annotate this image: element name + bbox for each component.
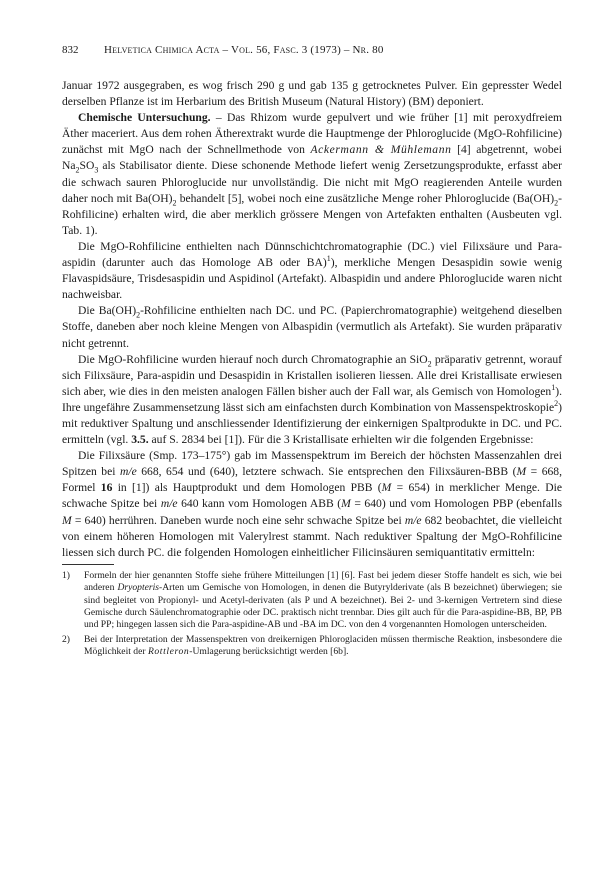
footnote-mark: 2) <box>62 633 70 645</box>
footnote-mark: 1) <box>62 569 70 581</box>
footnote-ref-2[interactable]: 2 <box>554 399 559 409</box>
body-text <box>62 78 562 659</box>
section-heading: Chemische Untersuchung. <box>78 111 211 125</box>
running-head: Helvetica Chimica Acta – Vol. 56, Fasc. 3 (1973) – Nr. 80 <box>104 44 384 56</box>
footnote-ref-1[interactable]: 1 <box>326 254 331 264</box>
paragraph-5: Die MgO-Rohfilicine wurden hierauf noch durch Chromatographie an SiO$_2$ präparativ getrennt, worauf sich Filixsäure, Para-aspidin und Desaspidin in Kristallen isolieren liessen. Alle drei Kristallisate erwiesen sich aber, wie dies in den meisten analogen Fällen bisher auch der Fall war, als Gemisch von Homologen$^1$). Ihre ungefähre Zusammensetzung lässt sich am einfachsten durch Kombination von Massenspektroskopie$^2$) mit reduktiver Spaltung und anschliessender Identifizierung der einkernigen Spaltprodukte in DC. und PC. ermitteln (vgl. 3.5. auf S. 2834 bei [1]). Für die 3 Kristallisate erhielten wir die folgenden Ergebnisse: <box>62 352 563 447</box>
footnote-ref-1[interactable]: 1 <box>551 382 556 392</box>
paragraph-3: Die MgO-Rohfilicine enthielten nach Dünnschichtchromatographie (DC.) viel Filixsäure und Para-aspidin (darunter auch das Homologe AB oder BA)$^1$), merkliche Mengen Desaspidin sowie wenig Flavaspidsäure, Trisdesaspidin und Aspidinol (Artefakt). Albaspidin und andere Phloroglucide waren nicht nachweisbar. <box>62 239 562 302</box>
footnote-2: 2) Bei der Interpretation der Massenspektren von dreikernigen Phloroglaciden müssen thermische Reaktion, insbesondere die Möglichkeit der Rottleron-Umlagerung berücksichtigt werden [6b]. <box>62 633 562 658</box>
footnote-divider <box>62 564 114 565</box>
paragraph-1: Januar 1972 ausgegraben, es wog frisch 290 g und gab 135 g getrocknetes Pulver. Ein gepresster Wedel derselben Pflanze ist im Herbarium des British Museum (Natural History) (BM) deponiert. <box>62 79 562 109</box>
document-page <box>62 44 562 661</box>
paragraph-6: Die Filixsäure (Smp. 173–175°) gab im Massenspektrum im Bereich der höchsten Massenzahlen drei Spitzen bei m/e 668, 654 und (640), letztere schwach. Sie entsprechen den Filixsäuren-BBB (M = 668, Formel 16 in [1]) als Hauptprodukt und dem Homologen PBB (M = 654) in merklicher Menge. Die schwache Spitze bei m/e 640 kann vom Homologen ABB (M = 640) und vom Homologen PBP (ebenfalls M = 640) herrühren. Daneben wurde noch eine sehr schwache Spitze bei m/e 682 beobachtet, die vielleicht von einem höheren Homologen mit Valerylrest stammt. Nach reduktiver Spaltung der MgO-Rohfilicine liessen sich durch PC. die folgenden Homologen einheitlicher Filicinsäuren semiquantitativ ermitteln: <box>62 449 563 559</box>
footnote-1: 1) Formeln der hier genannten Stoffe siehe frühere Mitteilungen [1] [6]. Fast bei jedem dieser Stoffe handelt es sich, wie bei anderen Dryopteris-Arten um Gemische von Homologen, in denen die Butyrylderivate (als B bezeichnet) überwiegen; sie sind begleitet von Propionyl- und Acetyl-derivaten (als P und A bezeichnet). Bei 2- und 3-kernigen Vertretern sind diese Gemische durch Säulenchromatographie oder DC. praktisch nicht trennbar. Dies gilt auch für die Para-aspidine-BB, BP, PB und PP; hingegen lassen sich die Para-aspidine-AB und -BA im DC. von den 4 vorgenannten Homologen unterscheiden. <box>62 569 562 631</box>
page-number: 832 <box>62 44 79 56</box>
paragraph-4: Die $Ba(OH)_2$-Rohfilicine enthielten nach DC. und PC. (Papierchromatographie) weitgehend dieselben Stoffe, daneben aber noch kleine Mengen von Albaspidin (vermutlich als Artefakt). Sie wurden präparativ nicht getrennt. <box>62 304 563 350</box>
page-header <box>62 44 562 62</box>
author-names: Ackermann & Mühlemann <box>310 143 452 157</box>
paragraph-2: Chemische Untersuchung. – Das Rhizom wurde gepulvert und wie früher [1] mit peroxydfreiem Äther maceriert. Aus dem rohen Ätherextrakt wurde die Hauptmenge der Phloroglucide (MgO-Rohfilicine) zunächst mit MgO nach der Schnellmethode von Ackermann & Mühlemann [4] abgetrennt, wobei $Na_2SO_3$ als Stabilisator diente. Diese schonende Methode liefert wenig Zersetzungsprodukte, erfasst aber die schwach sauren Phloroglucide nur unvollständig. Die nicht mit MgO reagierenden Anteile wurden daher noch mit $Ba(OH)_2$ behandelt [5], wobei noch eine zusätzliche Menge roher Phloroglucide $(Ba(OH)_2-Rohfilicine)$ erhalten wird, die aber merklich grössere Mengen von Artefakten enthalten (Ausbeuten vgl. Tab. 1). <box>62 111 562 237</box>
